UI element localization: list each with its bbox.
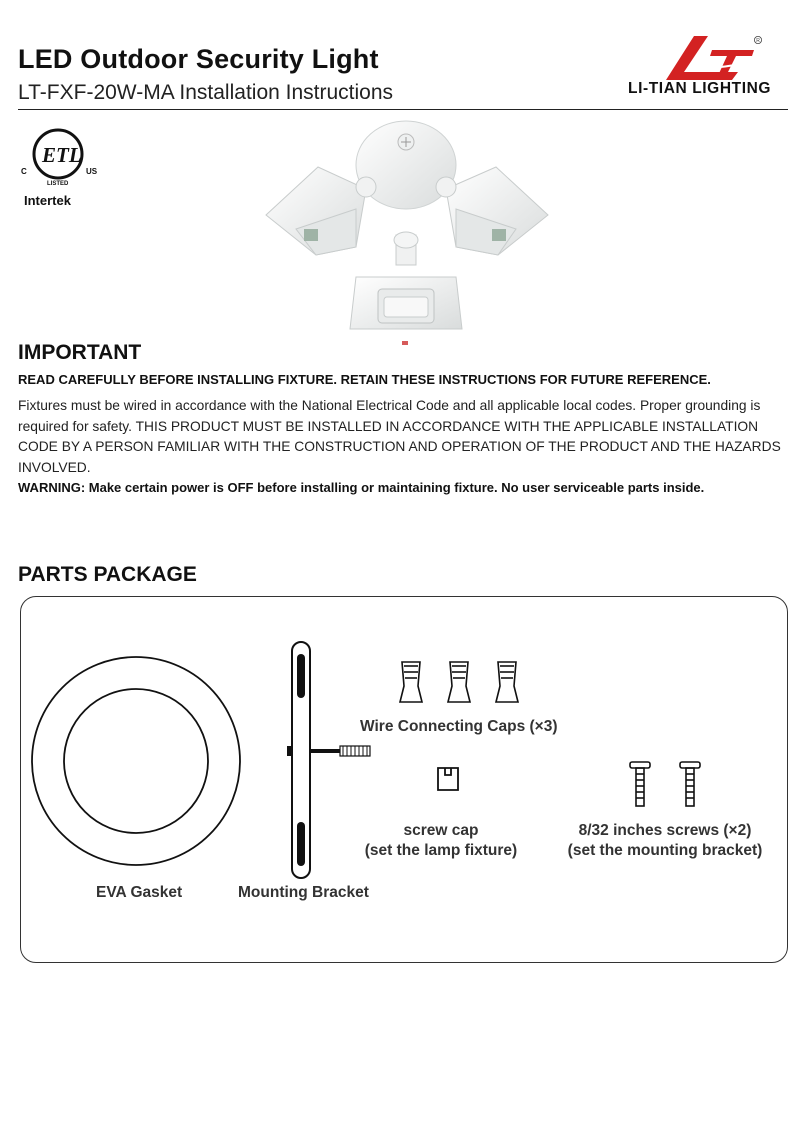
screws-label-line1: 8/32 inches screws (×2) xyxy=(578,822,752,839)
document-subtitle: LT-FXF-20W-MA Installation Instructions xyxy=(18,81,394,104)
eva-gasket-label: EVA Gasket xyxy=(96,884,183,901)
eva-gasket-illustration xyxy=(30,655,242,867)
read-carefully-notice: READ CAREFULLY BEFORE INSTALLING FIXTURE. RETAIN THESE INSTRUCTIONS FOR FUTURE REFERENCE. xyxy=(18,372,711,387)
warning-text: WARNING: Make certain power is OFF before installing or maintaining fixture. No user serviceable parts inside. xyxy=(18,480,705,495)
screws-label-line2: (set the mounting bracket) xyxy=(567,842,763,859)
screw-cap-label-line2: (set the lamp fixture) xyxy=(364,842,518,859)
etl-text: ETL xyxy=(42,143,82,167)
parts-package-heading: PARTS PACKAGE xyxy=(18,563,197,586)
screw-cap-label xyxy=(360,821,522,861)
brand-name: LI-TIAN LIGHTING xyxy=(628,80,772,97)
canada-text: C xyxy=(21,167,27,176)
wiring-instructions-text: Fixtures must be wired in accordance with the National Electrical Code and all applicable local codes. Proper grounding is required for safety. THIS PRODUCT MUST BE INSTALLED IN ACCORDANCE WITH THE APPLICABLE INSTALLATION CODE BY A PERSON FAMILIAR WITH THE CONSTRUCTION AND OPERATION OF THE PRODUCT AND THE HAZARDS INVOLVED. xyxy=(18,398,781,475)
product-photo xyxy=(256,117,556,347)
screws-label xyxy=(560,821,770,861)
wire-connecting-caps-illustration xyxy=(392,658,527,708)
wire-caps-label: Wire Connecting Caps (×3) xyxy=(360,718,558,735)
listed-text: LISTED xyxy=(47,181,69,187)
us-text: US xyxy=(86,167,98,176)
screws-illustration xyxy=(628,760,704,810)
important-heading: IMPORTANT xyxy=(18,341,142,364)
screw-cap-illustration xyxy=(436,766,460,792)
header-divider xyxy=(18,109,788,110)
mounting-bracket-label: Mounting Bracket xyxy=(238,884,369,901)
svg-text:R: R xyxy=(756,38,760,44)
intertek-label: Intertek xyxy=(24,193,71,208)
screw-cap-label-line1: screw cap xyxy=(403,822,479,839)
document-title: LED Outdoor Security Light xyxy=(18,44,379,74)
